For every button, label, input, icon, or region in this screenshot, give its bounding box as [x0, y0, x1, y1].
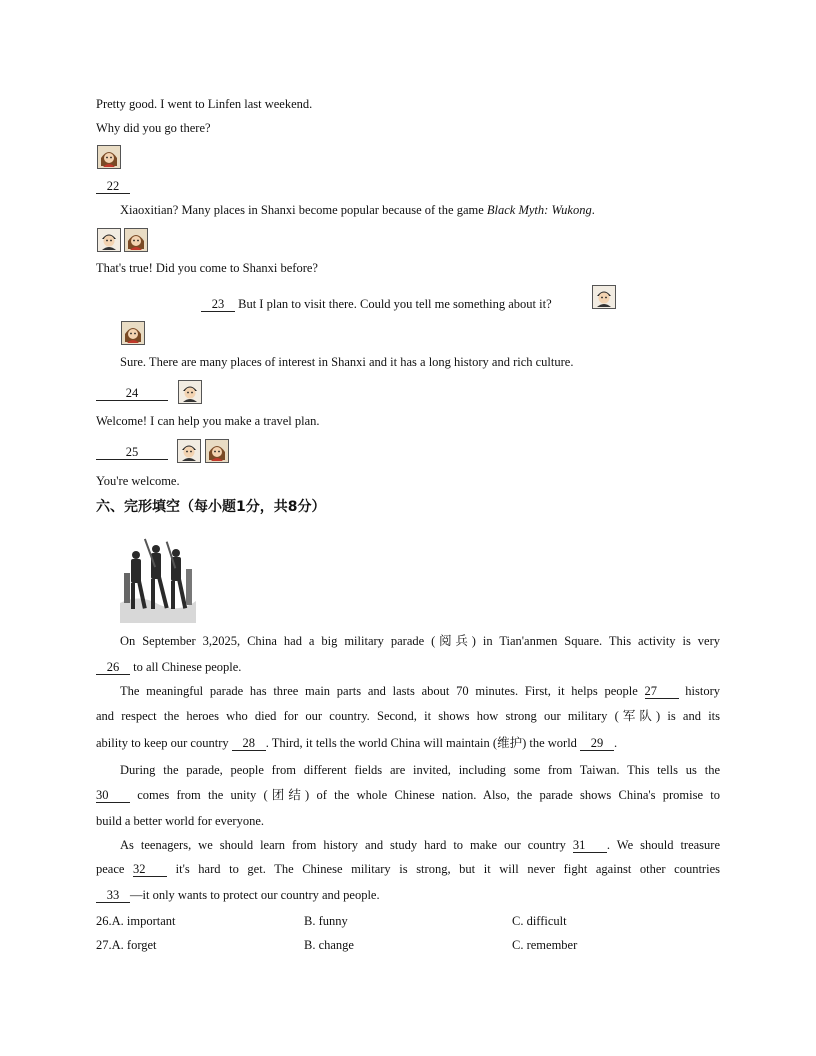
passage-line [120, 762, 720, 778]
passage-text: . Third, it tells the world China will maintain (维护) the world [265, 736, 581, 750]
blank-23[interactable]: 23 [201, 298, 235, 312]
blank-25[interactable]: 25 [96, 446, 168, 460]
blank-32[interactable]: 32 [133, 863, 167, 877]
parade-photo [120, 533, 196, 623]
line-3-end: . [591, 203, 595, 217]
dialogue-line-3 [120, 202, 720, 218]
passage-text: As teenagers, we should learn from history and study hard to make our country [120, 838, 573, 852]
blank-29[interactable]: 29 [580, 737, 614, 751]
boy-avatar-icon [177, 439, 201, 463]
game-title: Black Myth: Wukong [486, 203, 592, 217]
blank-27[interactable]: 27 [645, 685, 679, 699]
passage-line [96, 887, 720, 903]
blank-26[interactable]: 26 [96, 661, 130, 675]
passage-text: and respect the heroes who died for our country. Second, it shows how strong our military (军队) is and its [96, 709, 720, 723]
passage-line [96, 787, 720, 803]
passage-text: —it only wants to protect our country and people. [130, 888, 380, 902]
boy-avatar-icon [592, 285, 616, 309]
girl-avatar-icon [124, 228, 148, 252]
dialogue-line-6: Sure. There are many places of interest in Shanxi and it has a long history and rich culture. [120, 355, 574, 369]
section-heading: 六、完形填空（每小题1分，共8分） [96, 499, 326, 515]
passage-line [96, 813, 720, 829]
passage-text: . [614, 736, 618, 750]
passage-line [120, 683, 720, 699]
dialogue-line-2: Why did you go there? [96, 121, 211, 135]
blank-30[interactable]: 30 [96, 789, 130, 803]
passage-text: history [678, 684, 720, 698]
option-26-b[interactable]: B. funny [304, 914, 348, 928]
passage-text: build a better world for everyone. [96, 814, 264, 828]
blank-33[interactable]: 33 [96, 889, 130, 903]
girl-avatar-icon [97, 145, 121, 169]
blank-31[interactable]: 31 [573, 839, 607, 853]
blank-28[interactable]: 28 [232, 737, 266, 751]
blank-22[interactable]: 22 [96, 180, 130, 194]
dialogue-line-4: That's true! Did you come to Shanxi before? [96, 261, 318, 275]
option-26-c[interactable]: C. difficult [512, 914, 567, 928]
passage-text: The meaningful parade has three main parts and lasts about 70 minutes. First, it helps people [120, 684, 645, 698]
line-3-text: Xiaoxitian? Many places in Shanxi become popular because of the game [120, 203, 487, 217]
dialogue-line-7: Welcome! I can help you make a travel plan. [96, 414, 320, 428]
option-27-b[interactable]: B. change [304, 938, 354, 952]
passage-text: On September 3,2025, China had a big military parade (阅兵) in Tian'anmen Square. This activity is very [120, 634, 720, 648]
passage-text: . We should treasure [606, 838, 721, 852]
girl-avatar-icon [121, 321, 145, 345]
passage-text: peace [96, 862, 134, 876]
passage-line [96, 659, 720, 675]
answer-line-22 [96, 178, 720, 194]
passage-line [96, 861, 720, 877]
passage-text: it's hard to get. The Chinese military is strong, but it will never fight against other countries [167, 862, 720, 876]
passage-text: comes from the unity (团结) of the whole Chinese nation. Also, the parade shows China's promise to [130, 788, 720, 802]
passage-line [96, 708, 720, 724]
girl-avatar-icon [205, 439, 229, 463]
line-5-text: But I plan to visit there. Could you tell me something about it? [238, 297, 552, 311]
dialogue-line-1: Pretty good. I went to Linfen last weekend. [96, 97, 313, 111]
passage-text: During the parade, people from different fields are invited, including some from Taiwan. This tells us the [120, 763, 720, 777]
option-27-a[interactable]: 27.A. forget [96, 938, 157, 952]
dialogue-line-8: You're welcome. [96, 474, 180, 488]
dialogue-line-5 [201, 296, 720, 312]
boy-avatar-icon [178, 380, 202, 404]
passage-text: to all Chinese people. [130, 660, 242, 674]
blank-24[interactable]: 24 [96, 387, 168, 401]
passage-line [96, 735, 720, 751]
passage-text: ability to keep our country [96, 736, 232, 750]
passage-line [120, 633, 720, 649]
option-26-a[interactable]: 26.A. important [96, 914, 176, 928]
boy-avatar-icon [97, 228, 121, 252]
passage-line [120, 837, 720, 853]
option-27-c[interactable]: C. remember [512, 938, 578, 952]
